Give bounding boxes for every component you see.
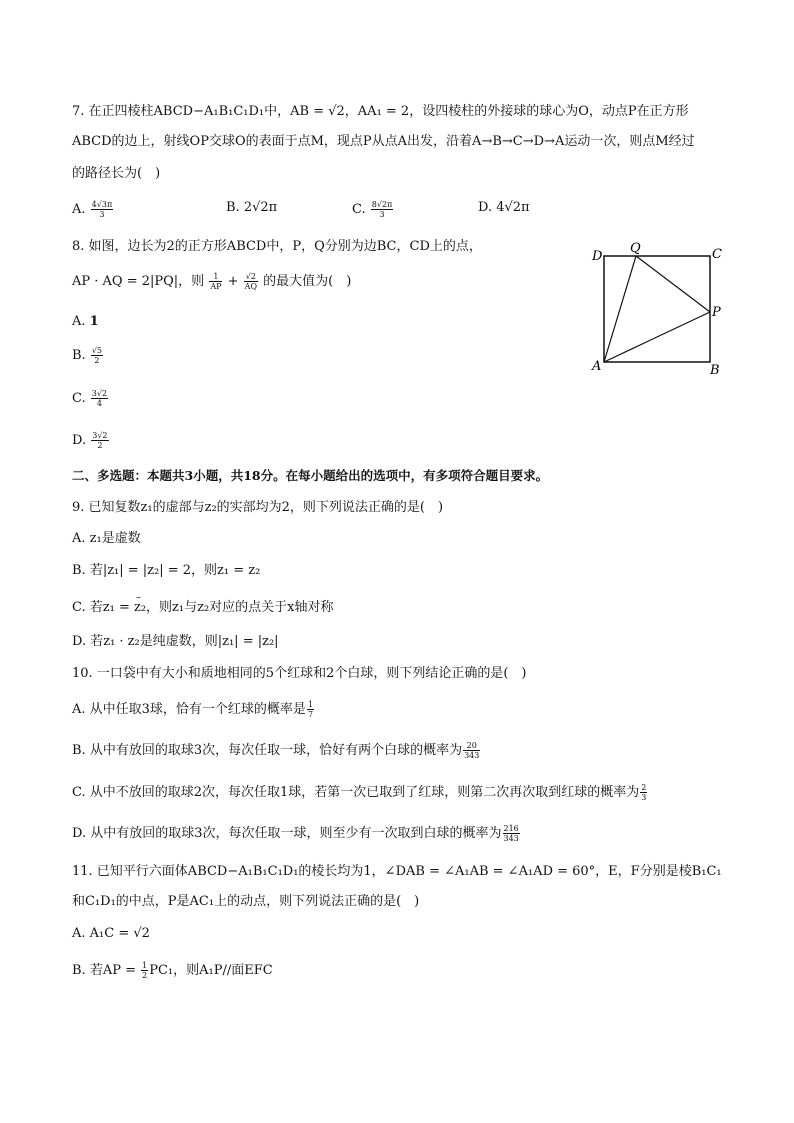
q8-frac-b: $\frac{√2}{AQ}$ — [244, 272, 258, 291]
q9-stem: 9. 已知复数z₁的虚部与z₂的实部均为2，则下列说法正确的是( ) — [72, 500, 444, 515]
q8-frac-a: $\frac{1}{AP}$ — [210, 272, 222, 291]
q8-option-b[interactable]: B. $\frac{√5}{2}$ — [72, 346, 103, 365]
label-b: B — [710, 363, 720, 378]
q8-option-c[interactable]: C. $\frac{3√2}{4}$ — [72, 389, 108, 408]
square-figure — [588, 240, 728, 380]
q9-option-d[interactable]: D. 若z₁ · z₂是纯虚数，则|z₁| = |z₂| — [72, 634, 279, 649]
q7-option-a-fraction: $\frac{4√3\pi}{3}$ — [91, 200, 113, 219]
section-multi-choice-heading: 二、多选题：本题共3小题，共18分。在每小题给出的选项中，有多项符合题目要求。 — [72, 468, 549, 483]
q10-option-a[interactable]: A. 从中任取3球，恰有一个红球的概率是 $\frac{1}{7}$ — [72, 700, 314, 719]
q11-line1: 11. 已知平行六面体ABCD−A₁B₁C₁D₁的棱长均为1，∠DAB = ∠A₁AB = ∠A₁AD = 60°，E，F分别是棱B₁C₁ — [72, 864, 722, 879]
q10-stem: 10. 一口袋中有大小和质地相同的5个红球和2个白球，则下列结论正确的是( ) — [72, 666, 527, 681]
q8-option-a[interactable]: A. 1 — [72, 314, 99, 329]
q9-option-c[interactable]: C. 若z₁ = – z₂，则z₁与z₂对应的点关于x轴对称 — [72, 598, 333, 618]
segment-pq — [636, 256, 710, 312]
label-a: A — [592, 359, 602, 374]
q10-option-d[interactable]: D. 从中有放回的取球3次，每次任取一球，则至少有一次取到白球的概率为 $\frac{216}{343}$ — [72, 824, 519, 843]
q7-line2: ABCD的边上，射线OP交球O的表面于点M，现点P从点A出发，沿着A→B→C→D→A运动一次，则点M经过 — [72, 134, 695, 149]
q10-option-c[interactable]: C. 从中不放回的取球2次，每次任取1球，若第一次已取到了红球，则第二次再次取到红球的概率为 $\frac{2}{3}$ — [72, 783, 647, 802]
q7-option-b[interactable]: B. 2√2π — [226, 200, 278, 215]
label-q: Q — [630, 241, 641, 256]
label-d: D — [592, 249, 603, 264]
segment-aq — [604, 256, 636, 362]
label-p: P — [712, 305, 721, 320]
q7-line3: 的路径长为( ) — [72, 166, 161, 181]
q9-option-a[interactable]: A. z₁是虚数 — [72, 531, 141, 546]
q8-line1: 8. 如图，边长为2的正方形ABCD中，P，Q分别为边BC，CD上的点， — [72, 239, 482, 254]
q11-option-b[interactable]: B. 若AP = $\frac{1}{2}$ PC₁，则A₁P//面EFC — [72, 961, 273, 980]
segment-ap — [604, 312, 710, 362]
label-c: C — [712, 247, 722, 262]
q7-option-c[interactable]: C. $\frac{8√2\pi}{3}$ — [352, 200, 393, 219]
conjugate-z2: – z₂ — [134, 598, 146, 618]
q11-line2: 和C₁D₁的中点，P是AC₁上的动点，则下列说法正确的是( ) — [72, 894, 420, 909]
q10-option-b[interactable]: B. 从中有放回的取球3次，每次任取一球，恰好有两个白球的概率为 $\frac{20}{343}$ — [72, 741, 480, 760]
q8-option-d[interactable]: D. $\frac{3√2}{2}$ — [72, 431, 108, 450]
q11-option-a[interactable]: A. A₁C = √2 — [72, 926, 150, 941]
q9-option-b[interactable]: B. 若|z₁| = |z₂| = 2，则z₁ = z₂ — [72, 563, 261, 578]
q7-line1: 7. 在正四棱柱ABCD−A₁B₁C₁D₁中，AB = √2，AA₁ = 2，设四棱柱的外接球的球心为O，动点P在正方形 — [72, 104, 689, 119]
q7-option-a[interactable]: A. $\frac{4√3\pi}{3}$ — [72, 200, 113, 219]
q7-option-c-fraction: $\frac{8√2\pi}{3}$ — [371, 200, 393, 219]
q8-line2: AP · AQ = 2|PQ|，则 $\frac{1}{AP}$ + $\frac{√2}{AQ}$ 的最大值为( ) — [72, 272, 352, 291]
q7-option-d[interactable]: D. 4√2π — [478, 200, 530, 215]
